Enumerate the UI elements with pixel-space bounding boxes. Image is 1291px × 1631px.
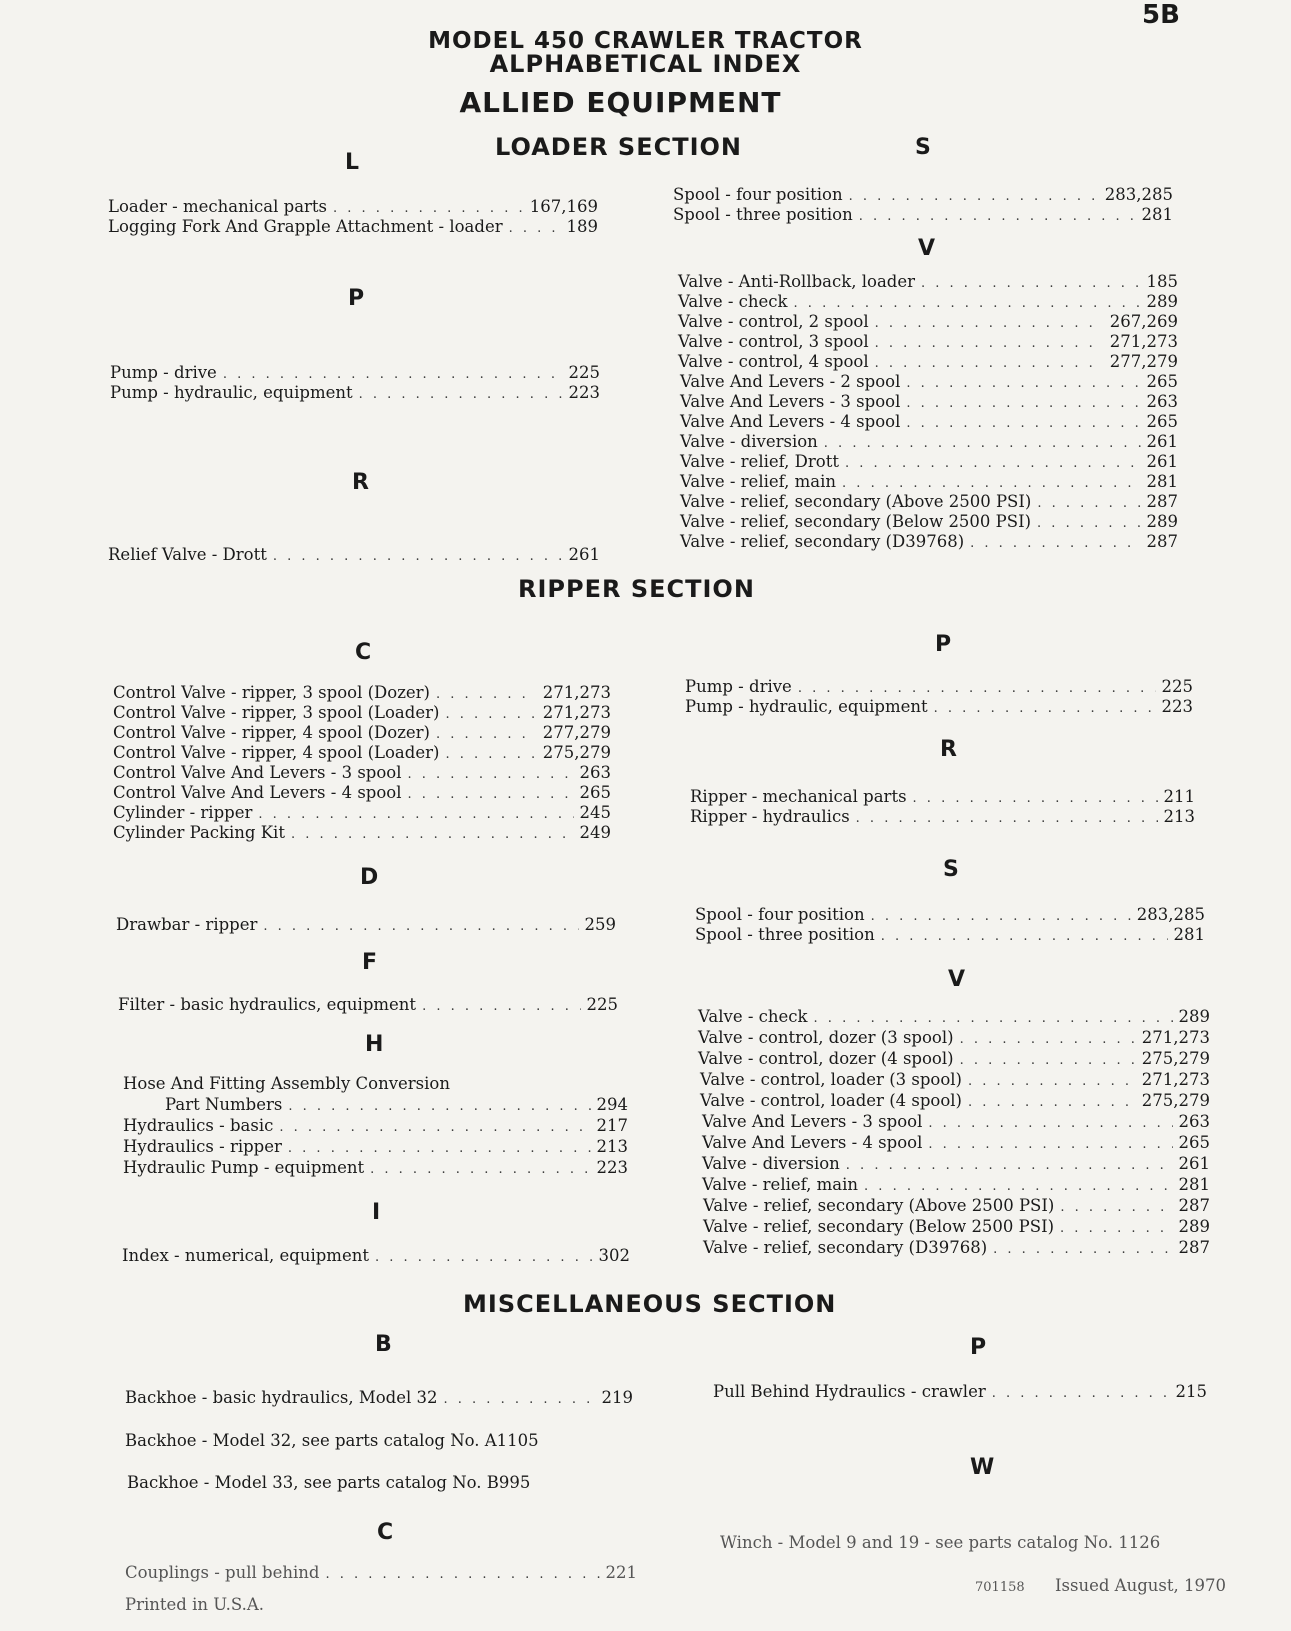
index-entry: Valve - relief, secondary (Above 2500 PSI) . . . 287 xyxy=(703,1196,1210,1218)
index-entry: Relief Valve - Drott . . . 261 xyxy=(108,545,600,567)
index-entry: Pump - hydraulic, equipment . . . 223 xyxy=(685,697,1193,719)
index-entry: Valve And Levers - 2 spool . . . 265 xyxy=(680,372,1178,394)
index-entry: Hydraulics - basic . . . 217 xyxy=(123,1116,628,1138)
index-entry: Valve - control, loader (4 spool) . . . 275,279 xyxy=(700,1091,1210,1113)
index-entry: Valve - control, dozer (3 spool) . . . 271,273 xyxy=(698,1028,1210,1050)
page-number: 5B xyxy=(1142,0,1180,30)
index-entry: Cylinder - ripper . . . 245 xyxy=(113,803,611,825)
loader-letter-l: L xyxy=(345,150,360,175)
index-entry: Couplings - pull behind . . . 221 xyxy=(125,1563,637,1585)
index-entry: Valve And Levers - 4 spool . . . 265 xyxy=(702,1133,1210,1155)
index-entry: Valve - control, dozer (4 spool) . . . 275,279 xyxy=(698,1049,1210,1071)
index-entry: Valve - relief, secondary (Below 2500 PSI) . . . 289 xyxy=(680,512,1178,534)
index-entry: Valve - Anti-Rollback, loader . . . 185 xyxy=(678,272,1178,294)
ripper-letter-c: C xyxy=(355,640,372,665)
index-entry: Hydraulics - ripper . . . 213 xyxy=(123,1137,628,1159)
index-entry: Spool - four position . . . 283,285 xyxy=(673,185,1173,207)
index-entry: Drawbar - ripper . . . 259 xyxy=(116,915,616,937)
index-entry: Control Valve And Levers - 3 spool . . . 263 xyxy=(113,763,611,785)
index-entry: Valve - relief, secondary (D39768) . . . 287 xyxy=(703,1238,1210,1260)
index-entry: Logging Fork And Grapple Attachment - loader . . . 189 xyxy=(108,217,598,239)
ripper-letter-r: R xyxy=(940,737,957,762)
loader-letter-s: S xyxy=(915,135,931,160)
index-entry: Cylinder Packing Kit . . . 249 xyxy=(113,823,611,845)
index-entry: Valve - diversion . . . 261 xyxy=(680,432,1178,454)
ripper-section-title: RIPPER SECTION xyxy=(518,575,755,603)
index-entry: Pump - drive . . . 225 xyxy=(685,677,1193,699)
index-entry: Spool - three position . . . 281 xyxy=(695,925,1205,947)
loader-letter-v: V xyxy=(918,236,936,261)
index-entry-heading: Hose And Fitting Assembly Conversion xyxy=(123,1074,450,1093)
index-entry: Valve - relief, main . . . 281 xyxy=(702,1175,1210,1197)
index-entry: Valve - check . . . 289 xyxy=(678,292,1178,314)
index-entry: Winch - Model 9 and 19 - see parts catalog No. 1126 xyxy=(720,1533,1161,1552)
misc-letter-c: C xyxy=(377,1520,394,1545)
index-entry: Part Numbers . . . 294 xyxy=(165,1095,628,1117)
index-entry: Control Valve - ripper, 4 spool (Loader) . . . 275,279 xyxy=(113,743,611,765)
index-entry: Valve - control, loader (3 spool) . . . 271,273 xyxy=(700,1070,1210,1092)
index-entry: Valve - relief, secondary (Below 2500 PSI) . . . 289 xyxy=(703,1217,1210,1239)
issued-date: Issued August, 1970 xyxy=(1055,1576,1226,1595)
misc-letter-b: B xyxy=(375,1332,392,1357)
index-entry: Filter - basic hydraulics, equipment . . . 225 xyxy=(118,995,618,1017)
index-entry: Valve And Levers - 3 spool . . . 263 xyxy=(702,1112,1210,1134)
ripper-letter-h: H xyxy=(365,1032,384,1057)
index-entry: Valve - check . . . 289 xyxy=(698,1007,1210,1029)
misc-section-title: MISCELLANEOUS SECTION xyxy=(463,1290,837,1318)
index-entry: Valve And Levers - 4 spool . . . 265 xyxy=(680,412,1178,434)
ripper-letter-f: F xyxy=(362,950,378,975)
index-entry: Backhoe - Model 33, see parts catalog No. B995 xyxy=(127,1473,531,1492)
printed-note: Printed in U.S.A. xyxy=(125,1595,265,1614)
index-entry: Pump - hydraulic, equipment . . . 223 xyxy=(110,383,600,405)
ripper-letter-d: D xyxy=(360,865,379,890)
index-entry: Valve - relief, secondary (Above 2500 PSI) . . . 287 xyxy=(680,492,1178,514)
index-entry: Control Valve - ripper, 3 spool (Dozer) . . . 271,273 xyxy=(113,683,611,705)
index-entry: Control Valve And Levers - 4 spool . . . 265 xyxy=(113,783,611,805)
index-entry: Valve - control, 3 spool . . . 271,273 xyxy=(678,332,1178,354)
loader-letter-p: P xyxy=(348,286,365,311)
index-entry: Valve And Levers - 3 spool . . . 263 xyxy=(680,392,1178,414)
index-entry: Valve - control, 4 spool . . . 277,279 xyxy=(678,352,1178,374)
loader-letter-r: R xyxy=(352,470,369,495)
index-entry: Valve - relief, main . . . 281 xyxy=(680,472,1178,494)
loader-section-title: LOADER SECTION xyxy=(495,133,743,161)
index-entry: Spool - four position . . . 283,285 xyxy=(695,905,1205,927)
index-entry: Spool - three position . . . 281 xyxy=(673,205,1173,227)
ripper-letter-i: I xyxy=(372,1200,381,1225)
index-entry: Ripper - mechanical parts . . . 211 xyxy=(690,787,1195,809)
index-entry: Valve - relief, secondary (D39768) . . . 287 xyxy=(680,532,1178,554)
index-entry: Valve - diversion . . . 261 xyxy=(702,1154,1210,1176)
index-entry: Pull Behind Hydraulics - crawler . . . 215 xyxy=(713,1382,1207,1404)
form-code: 701158 xyxy=(975,1580,1025,1595)
ripper-letter-v: V xyxy=(948,967,966,992)
index-entry: Index - numerical, equipment . . . 302 xyxy=(122,1246,630,1268)
index-entry: Backhoe - basic hydraulics, Model 32 . . . 219 xyxy=(125,1388,633,1410)
ripper-letter-p: P xyxy=(935,632,952,657)
misc-letter-w: W xyxy=(970,1455,995,1480)
index-entry: Valve - control, 2 spool . . . 267,269 xyxy=(678,312,1178,334)
header-allied: ALLIED EQUIPMENT xyxy=(459,86,782,119)
index-entry: Ripper - hydraulics . . . 213 xyxy=(690,807,1195,829)
index-entry: Backhoe - Model 32, see parts catalog No. A1105 xyxy=(125,1431,539,1450)
index-entry: Pump - drive . . . 225 xyxy=(110,363,600,385)
index-entry: Hydraulic Pump - equipment . . . 223 xyxy=(123,1158,628,1180)
index-entry: Control Valve - ripper, 4 spool (Dozer) . . . 277,279 xyxy=(113,723,611,745)
index-entry: Loader - mechanical parts . . . 167,169 xyxy=(108,197,598,219)
header-index: ALPHABETICAL INDEX xyxy=(489,50,802,78)
misc-letter-p: P xyxy=(970,1335,987,1360)
index-entry: Control Valve - ripper, 3 spool (Loader) . . . 271,273 xyxy=(113,703,611,725)
index-entry: Valve - relief, Drott . . . 261 xyxy=(680,452,1178,474)
header-model: MODEL 450 CRAWLER TRACTOR xyxy=(428,28,863,54)
ripper-letter-s: S xyxy=(943,857,959,882)
